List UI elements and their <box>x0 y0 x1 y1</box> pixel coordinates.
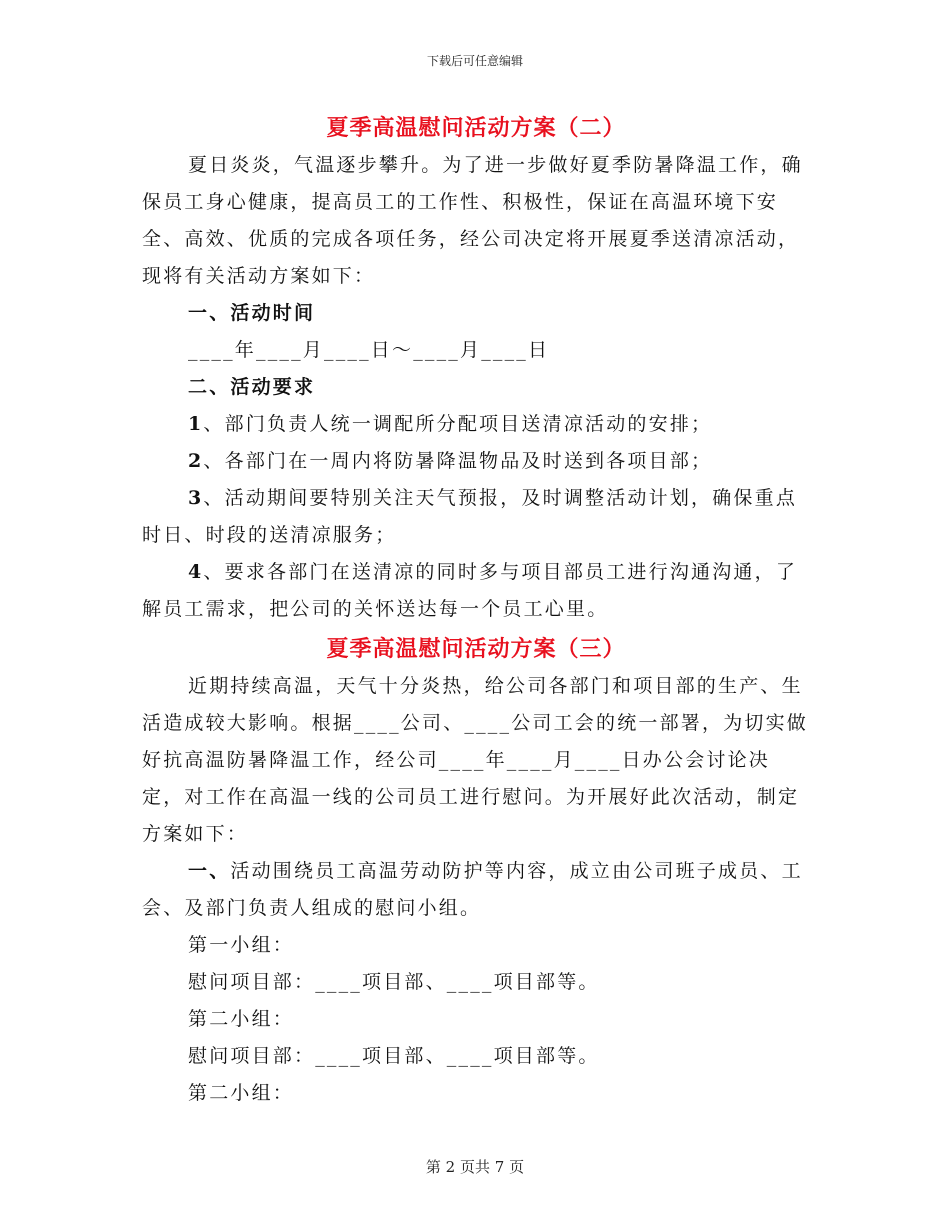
section2-intro: 夏日炎炎，气温逐步攀升。为了进一步做好夏季防暑降温工作，确保员工身心健康，提高员工的工作性、积极性，保证在高温环境下安全、高效、优质的完成各项任务，经公司决定将开展夏季送清凉活动，现将有关活动方案如下： <box>142 154 803 287</box>
section2-heading-requirements: 二、活动要求 <box>188 376 316 398</box>
section3-intro: 近期持续高温，天气十分炎热，给公司各部门和项目部的生产、生活造成较大影响。根据____公司、____公司工会的统一部署，为切实做好抗高温防暑降温工作，经公司____年____月____日办公会讨论决定，对工作在高温一线的公司员工进行慰问。为开展好此次活动，制定方案如下： <box>142 675 809 845</box>
requirement-item-1: 1、部门负责人统一调配所分配项目送清凉活动的安排； <box>188 413 713 435</box>
page-header: 下载后可任意编辑 <box>426 54 523 68</box>
section-title-2: 夏季高温慰问活动方案（二） <box>326 115 626 141</box>
section2-heading-time: 一、活动时间 <box>188 302 316 324</box>
group-3-label: 第二小组： <box>188 1082 295 1104</box>
section2-time-line: ____年____月____日～____月____日 <box>188 339 550 361</box>
page-footer: 第 2 页共 7 页 <box>425 1158 525 1176</box>
document-body <box>142 113 810 1112</box>
requirement-item-3: 3、活动期间要特别关注天气预报，及时调整活动计划，确保重点时日、时段的送清凉服务； <box>142 487 798 546</box>
section-title-3: 夏季高温慰问活动方案（三） <box>326 636 626 662</box>
requirement-item-4: 4、要求各部门在送清凉的同时多与项目部员工进行沟通沟通，了解员工需求，把公司的关怀送达每一个员工心里。 <box>142 561 798 620</box>
requirement-item-2: 2、各部门在一周内将防暑降温物品及时送到各项目部； <box>188 450 713 472</box>
group-1-detail: 慰问项目部：____项目部、____项目部等。 <box>188 971 600 993</box>
group-2-detail: 慰问项目部：____项目部、____项目部等。 <box>188 1045 600 1067</box>
group-1-label: 第一小组： <box>188 934 295 956</box>
group-2-label: 第二小组： <box>188 1008 295 1030</box>
section3-paragraph-1: 一、活动围绕员工高温劳动防护等内容，成立由公司班子成员、工会、及部门负责人组成的慰问小组。 <box>142 860 803 919</box>
